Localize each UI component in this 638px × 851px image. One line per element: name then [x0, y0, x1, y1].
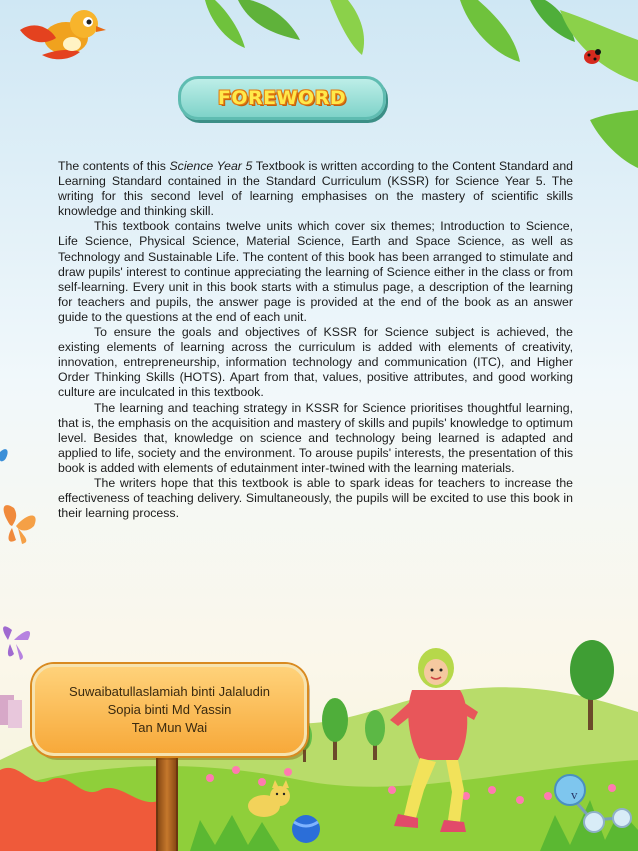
authors-signboard [32, 664, 307, 756]
title-banner [178, 76, 386, 120]
butterfly-icon [3, 626, 30, 660]
paragraph-5: The writers hope that this textbook is able to spark ideas for teachers to increase the effectiveness of teaching delivery. Simultaneously, the pupils will be excited to use this book in their learning process. [58, 475, 573, 521]
paragraph-4: The learning and teaching strategy in KSSR for Science prioritises thoughtful learning, that is, the emphasis on the acquisition and mastery of skills and pupils' knowledge to optimum level. Besides that, knowledge on science and technology being learned is adapted and applied to life, society and the environment. To arouse pupils' interests, the presentation of this book is added with elements of edutainment inter-twined with the learning materials. [58, 400, 573, 475]
author-name: Suwaibatullaslamiah binti Jalaludin [69, 684, 270, 699]
paragraph-1-end: Textbook is written according to the Content Standard and Learning Standard contained in the Standard Curriculum (KSSR) for Science Year 5. The writing for this second level of learning emphasises on the mastery of scientific skills knowledge and thinking skill. [58, 159, 573, 219]
paragraph-1 [58, 159, 573, 219]
paragraph-1-start: The contents of this [58, 159, 170, 173]
ladybug-icon [584, 49, 601, 64]
buildings-icon [0, 695, 22, 728]
textbook-title: Science Year 5 [169, 159, 253, 173]
paragraph-3: To ensure the goals and objectives of KSSR for Science subject is achieved, the existing elements of learning across the curriculum is added with elements of creativity, innovation, entrepreneurship, information technology and communication (ITC), and Higher Order Thinking Skills (HOTS). Apart from that, values, positive attributes, and good working culture are inculcated in this textbook. [58, 325, 573, 400]
paragraph-2: This textbook contains twelve units which cover six themes; Introduction to Science, Life Science, Physical Science, Material Science, Earth and Space Science, as well as Technology and Sustainable Life. The content of this book has been arranged to stimulate and draw pupils' interest to continue appreciating the learning of Science either in the class or from self-learning. Every unit in this book starts with a stimulus page, a description of the learning for teachers and pupils, the answer page is provided at the end of the book as an answer guide to the questions at the end of each unit. [58, 219, 573, 324]
foreword-body [58, 159, 573, 521]
butterfly-icon [0, 449, 8, 461]
bird-icon [20, 10, 106, 59]
author-name: Sopia binti Md Yassin [107, 702, 232, 717]
page-number: v [571, 787, 578, 802]
butterfly-icon [4, 505, 36, 544]
ball-icon [292, 815, 320, 843]
page-title: FOREWORD [217, 87, 347, 109]
signpost-pole [156, 754, 178, 851]
author-name: Tan Mun Wai [131, 720, 208, 735]
